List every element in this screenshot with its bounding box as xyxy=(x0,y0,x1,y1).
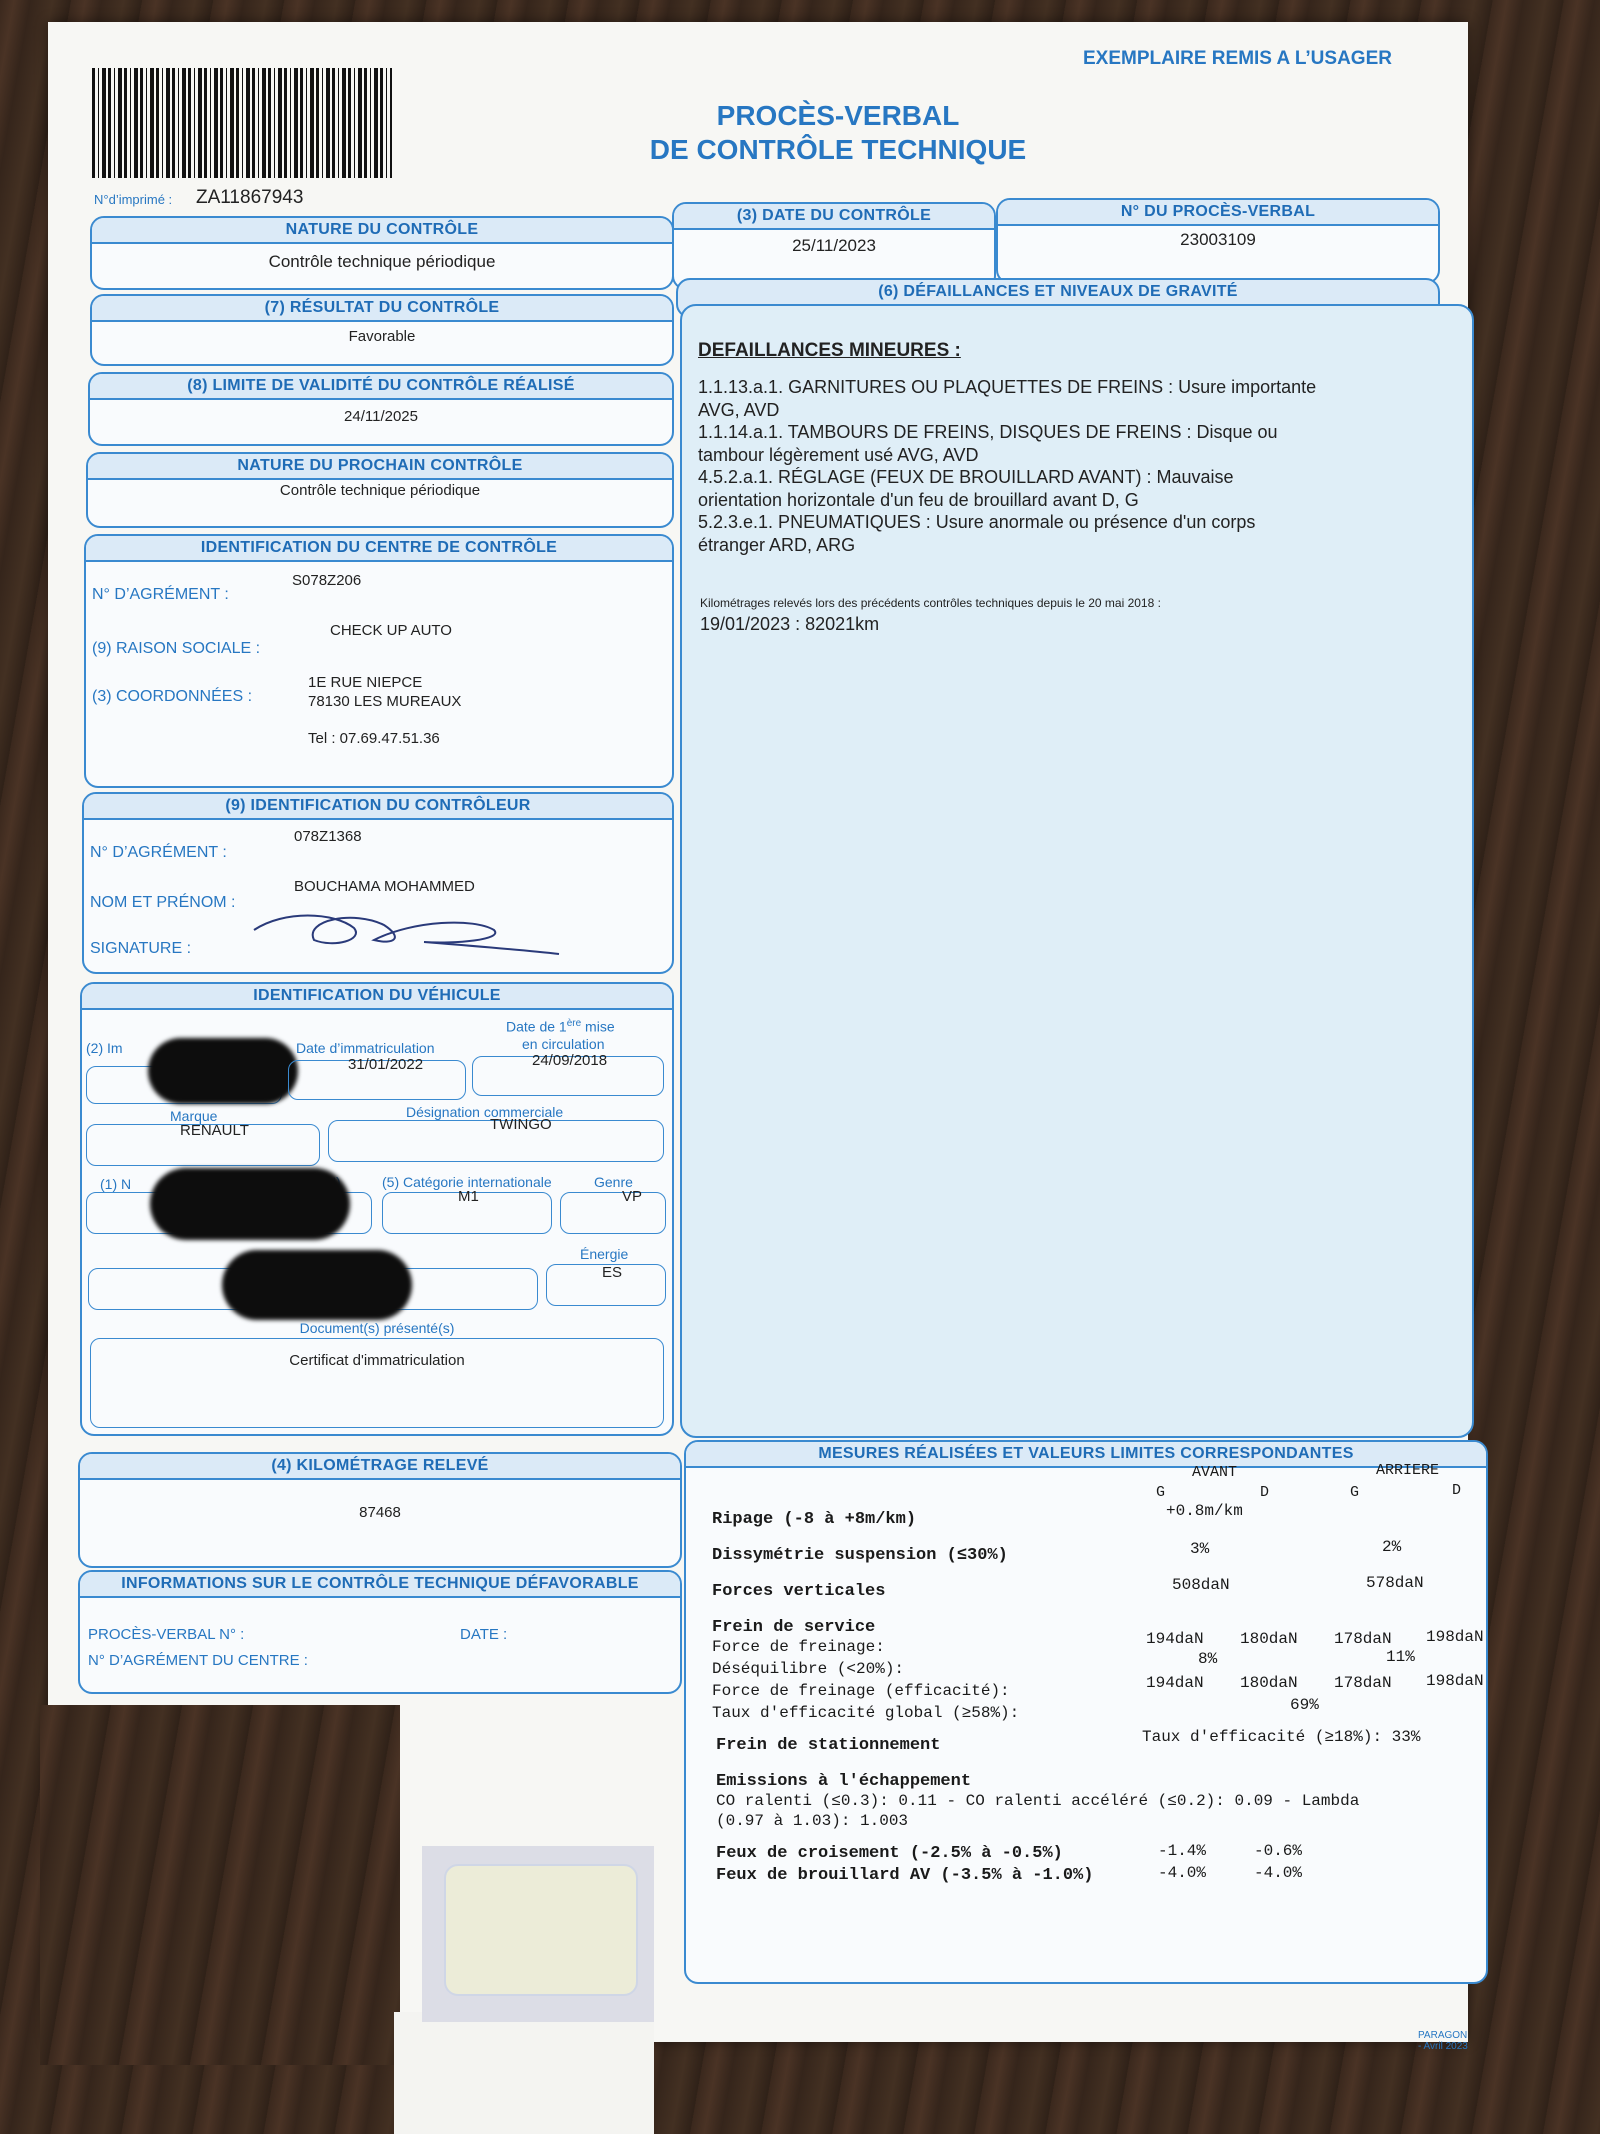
desequilibre-arriere: 11% xyxy=(1386,1648,1415,1666)
resultat-box xyxy=(90,294,674,366)
vehicule-box xyxy=(80,982,674,1436)
hologram-frame xyxy=(422,1846,654,2022)
address-line-1: 1E RUE NIEPCE xyxy=(308,674,423,691)
force-efficacite-avg: 194daN xyxy=(1146,1674,1204,1692)
mesures-box xyxy=(684,1440,1488,1984)
frein-stationnement-label: Frein de stationnement xyxy=(716,1736,941,1755)
forces-verticales-avant: 508daN xyxy=(1172,1576,1230,1594)
date-immatriculation-label: Date d’immatriculation xyxy=(296,1040,435,1056)
date-controle-title: (3) DATE DU CONTRÔLE xyxy=(674,204,994,230)
force-freinage-arg: 178daN xyxy=(1334,1630,1392,1648)
taux-global-value: 69% xyxy=(1290,1696,1319,1714)
first-circulation-label: Date de 1ère mise xyxy=(506,1018,615,1035)
frein-service-label: Frein de service xyxy=(712,1618,876,1637)
forces-verticales-arriere: 578daN xyxy=(1366,1574,1424,1592)
centre-agrement-value: S078Z206 xyxy=(292,572,362,589)
title-line-2: DE CONTRÔLE TECHNIQUE xyxy=(649,134,1027,165)
raison-sociale-value: CHECK UP AUTO xyxy=(330,622,452,639)
force-freinage-label: Force de freinage: xyxy=(712,1638,885,1656)
force-efficacite-ard: 198daN xyxy=(1426,1672,1484,1690)
designation-label: Désignation commerciale xyxy=(406,1104,564,1120)
cutout-area xyxy=(40,1705,400,2065)
feux-croisement-label: Feux de croisement (-2.5% à -0.5%) xyxy=(716,1844,1063,1863)
emissions-line-1: CO ralenti (≤0.3): 0.11 - CO ralenti accéléré (≤0.2): 0.09 - Lambda xyxy=(716,1792,1360,1810)
immatriculation-label: (2) Im xyxy=(86,1040,123,1056)
defaillance-line: 1.1.13.a.1. GARNITURES OU PLAQUETTES DE FREINS : Usure importante xyxy=(698,377,1317,397)
avant-d-header: D xyxy=(1260,1484,1270,1501)
defavorable-title: INFORMATIONS SUR LE CONTRÔLE TECHNIQUE DÉFAVORABLE xyxy=(80,1572,680,1598)
coordonnees-label: (3) COORDONNÉES : xyxy=(92,688,253,705)
dissymetrie-avant: 3% xyxy=(1190,1540,1210,1558)
designation-value: TWINGO xyxy=(490,1116,552,1133)
nature-controle-box xyxy=(90,216,674,290)
copy-label: EXEMPLAIRE REMIS A L’USAGER xyxy=(1083,48,1392,69)
first-circulation-value: 24/09/2018 xyxy=(532,1052,608,1069)
defaillance-line: 5.2.3.e.1. PNEUMATIQUES : Usure anormale ou présence d'un corps xyxy=(698,512,1256,532)
force-freinage-avg: 194daN xyxy=(1146,1630,1204,1648)
ripage-label: Ripage (-8 à +8m/km) xyxy=(712,1510,917,1529)
signature-scribble xyxy=(244,900,564,960)
feux-brouillard-label: Feux de brouillard AV (-3.5% à -1.0%) xyxy=(716,1866,1094,1885)
redacted-plate xyxy=(148,1038,298,1104)
desequilibre-avant: 8% xyxy=(1198,1650,1218,1668)
centre-controle-title: IDENTIFICATION DU CENTRE DE CONTRÔLE xyxy=(86,536,672,562)
feux-brouillard-g: -4.0% xyxy=(1158,1864,1207,1882)
limite-validite-title: (8) LIMITE DE VALIDITÉ DU CONTRÔLE RÉALISÉ xyxy=(90,374,672,400)
defavorable-agrement-label: N° D’AGRÉMENT DU CENTRE : xyxy=(88,1652,308,1669)
signature-label: SIGNATURE : xyxy=(90,940,192,957)
centre-agrement-label: N° D’AGRÉMENT : xyxy=(92,586,229,603)
arriere-d-header: D xyxy=(1452,1482,1462,1499)
arriere-header: ARRIERE xyxy=(1376,1462,1440,1479)
force-efficacite-arg: 178daN xyxy=(1334,1674,1392,1692)
printer-footer: PARAGON - Avril 2023 xyxy=(1418,2030,1468,2052)
defaillance-line: 1.1.14.a.1. TAMBOURS DE FREINS, DISQUES DE FREINS : Disque ou xyxy=(698,422,1278,442)
desequilibre-label: Déséquilibre (<20%): xyxy=(712,1660,905,1678)
vin-label: (1) N xyxy=(100,1176,132,1192)
nom-prenom-label: NOM ET PRÉNOM : xyxy=(90,894,236,911)
title-line-1: PROCÈS-VERBAL xyxy=(716,100,960,131)
defavorable-pv-label: PROCÈS-VERBAL N° : xyxy=(88,1626,245,1643)
emissions-line-2: (0.97 à 1.03): 1.003 xyxy=(716,1812,909,1830)
first-circulation-label-2: en circulation xyxy=(522,1036,605,1052)
date-immatriculation-value: 31/01/2022 xyxy=(348,1056,424,1073)
documents-value: Certificat d'immatriculation xyxy=(289,1352,465,1369)
centre-telephone: Tel : 07.69.47.51.36 xyxy=(308,730,440,747)
prochain-controle-box xyxy=(86,452,674,528)
km-history-value: 19/01/2023 : 82021km xyxy=(700,614,880,634)
limite-validite-value: 24/11/2025 xyxy=(344,408,418,425)
genre-field xyxy=(560,1192,666,1234)
barcode xyxy=(92,68,392,178)
defaillances-heading: DEFAILLANCES MINEURES : xyxy=(698,340,961,361)
genre-label: Genre xyxy=(594,1174,633,1190)
prochain-controle-value: Contrôle technique périodique xyxy=(279,482,481,499)
resultat-title: (7) RÉSULTAT DU CONTRÔLE xyxy=(92,296,672,322)
controleur-agrement-value: 078Z1368 xyxy=(294,828,362,845)
defaillances-title: (6) DÉFAILLANCES ET NIVEAUX DE GRAVITÉ xyxy=(878,283,1238,300)
kilometrage-value: 87468 xyxy=(359,1504,401,1521)
force-freinage-ard: 198daN xyxy=(1426,1628,1484,1646)
address-line-2: 78130 LES MUREAUX xyxy=(308,693,462,710)
avant-header: AVANT xyxy=(1192,1464,1238,1481)
hologram-sticker xyxy=(444,1864,638,1996)
categorie-value: M1 xyxy=(458,1188,479,1205)
date-controle-value: 25/11/2023 xyxy=(792,236,876,255)
limite-validite-box xyxy=(88,372,674,446)
avant-g-header: G xyxy=(1156,1484,1166,1501)
marque-value: RENAULT xyxy=(180,1122,249,1139)
redacted-vin xyxy=(150,1168,350,1240)
energie-label: Énergie xyxy=(580,1246,629,1262)
nature-controle-value: Contrôle technique périodique xyxy=(268,252,496,271)
pv-number-value: 23003109 xyxy=(1180,230,1256,249)
force-efficacite-label: Force de freinage (efficacité): xyxy=(712,1682,1010,1700)
feux-brouillard-d: -4.0% xyxy=(1254,1864,1303,1882)
defaillance-line: AVG, AVD xyxy=(698,399,780,420)
defaillance-line: orientation horizontale d'un feu de brouillard avant D, G xyxy=(698,489,1139,510)
prochain-controle-title: NATURE DU PROCHAIN CONTRÔLE xyxy=(88,454,672,480)
marque-label: Marque xyxy=(170,1108,218,1124)
controleur-agrement-label: N° D’AGRÉMENT : xyxy=(90,844,227,861)
defaillance-line: étranger ARD, ARG xyxy=(698,534,856,555)
frein-stationnement-value: Taux d'efficacité (≥18%): 33% xyxy=(1142,1728,1421,1746)
energie-value: ES xyxy=(602,1264,623,1281)
emissions-label: Emissions à l'échappement xyxy=(716,1772,972,1791)
defaillances-panel xyxy=(680,304,1474,1438)
ripage-value: +0.8m/km xyxy=(1166,1502,1243,1520)
categorie-label: (5) Catégorie internationale xyxy=(382,1174,552,1190)
defavorable-box xyxy=(78,1570,682,1694)
kilometrage-title: (4) KILOMÉTRAGE RELEVÉ xyxy=(80,1454,680,1480)
pv-number-title: N° DU PROCÈS-VERBAL xyxy=(998,200,1438,226)
nature-controle-title: NATURE DU CONTRÔLE xyxy=(92,218,672,244)
controleur-title: (9) IDENTIFICATION DU CONTRÔLEUR xyxy=(84,794,672,820)
defaillance-line: tambour légèrement usé AVG, AVD xyxy=(698,444,979,465)
resultat-value: Favorable xyxy=(348,328,416,345)
defaillances-list xyxy=(698,376,1316,556)
documents-label: Document(s) présenté(s) xyxy=(299,1320,455,1336)
vehicule-title: IDENTIFICATION DU VÉHICULE xyxy=(82,984,672,1010)
date-controle-box xyxy=(672,202,996,290)
printed-number-label: N°d’imprimé : xyxy=(94,192,173,207)
feux-croisement-g: -1.4% xyxy=(1158,1842,1207,1860)
printed-number: ZA11867943 xyxy=(196,187,304,208)
feux-croisement-d: -0.6% xyxy=(1254,1842,1303,1860)
pv-number-box xyxy=(996,198,1440,284)
centre-controle-box xyxy=(84,534,674,788)
km-history-note: Kilométrages relevés lors des précédents contrôles techniques depuis le 20 mai 2018 : xyxy=(700,596,1161,610)
force-efficacite-avd: 180daN xyxy=(1240,1674,1298,1692)
paper-tab xyxy=(394,2012,654,2134)
dissymetrie-arriere: 2% xyxy=(1382,1538,1402,1556)
mesures-title: MESURES RÉALISÉES ET VALEURS LIMITES CORRESPONDANTES xyxy=(686,1442,1486,1468)
forces-verticales-label: Forces verticales xyxy=(712,1582,886,1601)
nom-prenom-value: BOUCHAMA MOHAMMED xyxy=(294,878,475,895)
arriere-g-header: G xyxy=(1350,1484,1360,1501)
dissymetrie-label: Dissymétrie suspension (≤30%) xyxy=(712,1546,1008,1565)
kilometrage-box xyxy=(78,1452,682,1568)
defavorable-date-label: DATE : xyxy=(460,1626,508,1643)
raison-sociale-label: (9) RAISON SOCIALE : xyxy=(92,640,261,657)
controleur-box xyxy=(82,792,674,974)
force-freinage-avd: 180daN xyxy=(1240,1630,1298,1648)
defaillance-line: 4.5.2.a.1. RÉGLAGE (FEUX DE BROUILLARD AVANT) : Mauvaise xyxy=(698,467,1234,487)
taux-global-label: Taux d'efficacité global (≥58%): xyxy=(712,1704,1020,1722)
genre-value: VP xyxy=(622,1188,643,1205)
redacted-field xyxy=(222,1250,412,1320)
